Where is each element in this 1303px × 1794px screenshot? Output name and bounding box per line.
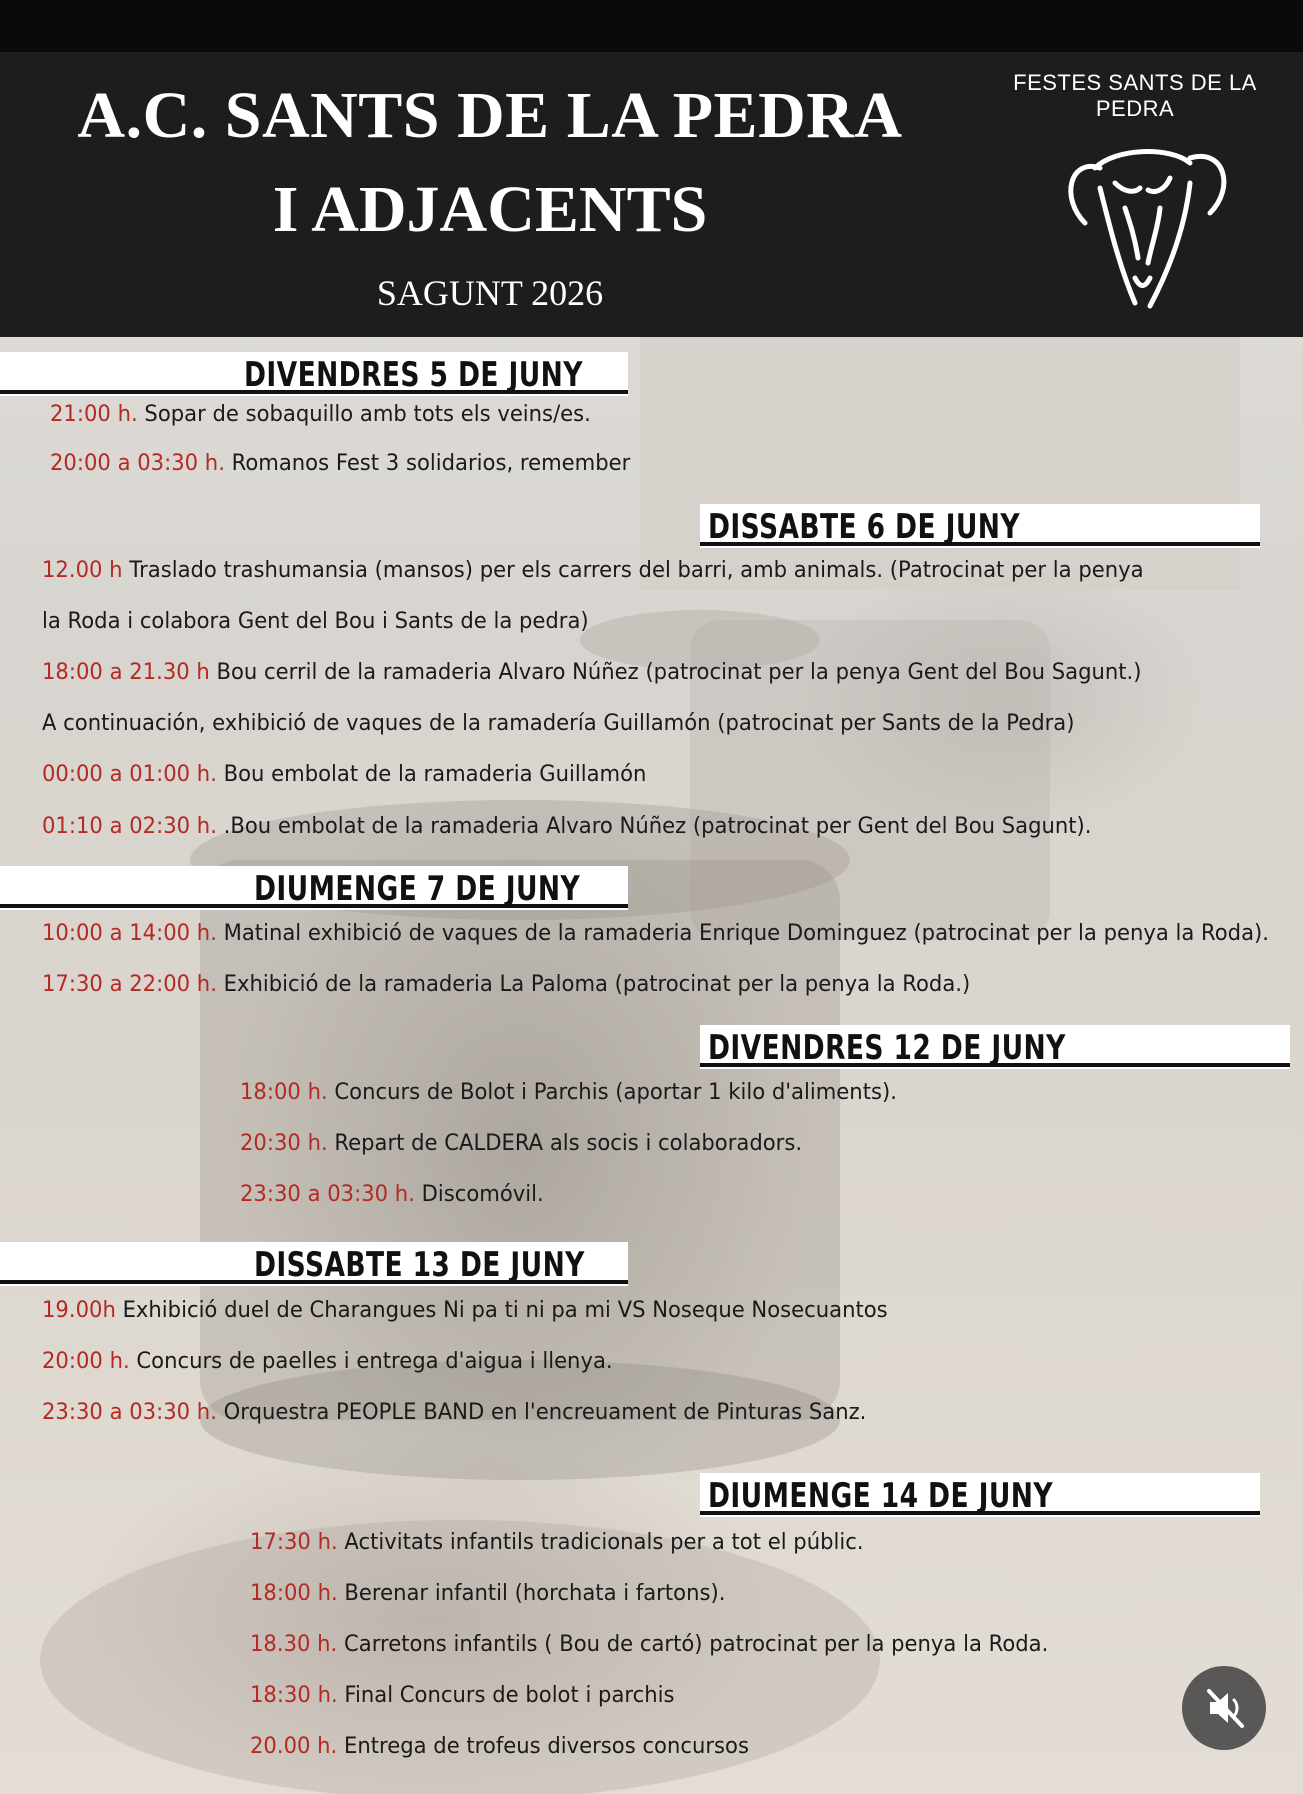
- event-description: Berenar infantil (horchata i fartons).: [344, 1581, 726, 1606]
- event-row: [42, 972, 970, 997]
- day-header: [700, 1473, 1260, 1517]
- event-row: [42, 1400, 866, 1425]
- event-description: Discomóvil.: [421, 1182, 544, 1207]
- event-row: [42, 762, 646, 787]
- logo-text: [985, 70, 1285, 122]
- day-header: [0, 1242, 628, 1286]
- event-description: Final Concurs de bolot i parchis: [344, 1683, 675, 1708]
- day-header: [700, 1025, 1290, 1069]
- event-time: 21:00 h.: [50, 402, 138, 427]
- bull-head-icon: [1040, 128, 1240, 318]
- event-row: [250, 1683, 675, 1708]
- event-time: 01:10 a 02:30 h.: [42, 814, 217, 839]
- day-header-label: DIVENDRES 12 DE JUNY: [708, 1028, 1066, 1068]
- event-row: [42, 609, 589, 634]
- day-header-label: DIUMENGE 14 DE JUNY: [708, 1476, 1053, 1516]
- event-row: [42, 921, 1269, 946]
- event-time: 20.00 h.: [250, 1734, 338, 1759]
- event-time: 17:30 a 22:00 h.: [42, 972, 217, 997]
- event-time: 18:30 h.: [250, 1683, 338, 1708]
- event-row: [250, 1530, 864, 1555]
- day-header-label: DISSABTE 13 DE JUNY: [254, 1245, 585, 1285]
- event-row: [42, 1349, 613, 1374]
- event-description: Romanos Fest 3 solidarios, remember: [231, 451, 631, 476]
- event-row: [240, 1131, 802, 1156]
- event-description: Concurs de Bolot i Parchis (aportar 1 kilo d'aliments).: [334, 1080, 897, 1105]
- day-header-label: DIVENDRES 5 DE JUNY: [244, 355, 583, 395]
- event-description: Exhibició de la ramaderia La Paloma (patrocinat per la penya la Roda.): [223, 972, 971, 997]
- day-header-label: DISSABTE 6 DE JUNY: [708, 507, 1020, 547]
- poster-title-line1: A.C. SANTS DE LA PEDRA: [77, 79, 903, 152]
- event-description: Entrega de trofeus diversos concursos: [344, 1734, 749, 1759]
- event-row: [240, 1080, 897, 1105]
- event-time: 18:00 h.: [250, 1581, 338, 1606]
- day-header: [0, 866, 628, 910]
- poster-title-line2: I ADJACENTS: [272, 173, 708, 246]
- event-description: A continuación, exhibició de vaques de la ramadería Guillamón (patrocinat per Sants de la Pedra): [42, 711, 1075, 736]
- event-description: la Roda i colabora Gent del Bou i Sants de la pedra): [42, 609, 589, 634]
- mute-button[interactable]: [1182, 1666, 1266, 1750]
- event-description: Bou cerril de la ramaderia Alvaro Núñez (patrocinat per la penya Gent del Bou Sagunt.): [216, 660, 1142, 685]
- event-time: 18:00 h.: [240, 1080, 328, 1105]
- event-row: [42, 558, 1144, 583]
- event-row: [50, 402, 591, 427]
- event-row: [42, 1298, 888, 1323]
- event-time: 20:00 a 03:30 h.: [50, 451, 225, 476]
- muted-speaker-icon: [1182, 1666, 1266, 1750]
- event-time: 00:00 a 01:00 h.: [42, 762, 217, 787]
- event-time: 20:00 h.: [42, 1349, 130, 1374]
- day-header: [0, 352, 628, 396]
- day-header-label: DIUMENGE 7 DE JUNY: [254, 869, 581, 909]
- event-row: [42, 814, 1092, 839]
- logo-text-line1: FESTES SANTS DE LA: [1013, 70, 1257, 95]
- event-description: Concurs de paelles i entrega d'aigua i llenya.: [136, 1349, 613, 1374]
- poster-subtitle: SAGUNT 2026: [376, 273, 604, 313]
- event-time: 17:30 h.: [250, 1530, 338, 1555]
- event-row: [250, 1632, 1048, 1657]
- logo-text-line2: PEDRA: [1095, 96, 1175, 121]
- day-header: [700, 504, 1260, 548]
- event-description: Exhibició duel de Charangues Ni pa ti ni pa mi VS Noseque Nosecuantos: [122, 1298, 888, 1323]
- event-time: 23:30 a 03:30 h.: [42, 1400, 217, 1425]
- event-description: Repart de CALDERA als socis i colaboradors.: [334, 1131, 803, 1156]
- event-description: Bou embolat de la ramaderia Guillamón: [223, 762, 647, 787]
- event-time: 10:00 a 14:00 h.: [42, 921, 217, 946]
- event-description: Matinal exhibició de vaques de la ramaderia Enrique Dominguez (patrocinat per la penya la Roda).: [223, 921, 1269, 946]
- event-time: 18.30 h.: [250, 1632, 338, 1657]
- event-row: [42, 660, 1142, 685]
- event-time: 12.00 h: [42, 558, 123, 583]
- event-row: [50, 451, 630, 476]
- event-row: [250, 1581, 725, 1606]
- event-row: [42, 711, 1074, 736]
- event-description: Orquestra PEOPLE BAND en l'encreuament de Pinturas Sanz.: [223, 1400, 867, 1425]
- event-description: Traslado trashumansia (mansos) per els carrers del barri, amb animals. (Patrocinat per la penya: [129, 558, 1144, 583]
- event-time: 19.00h: [42, 1298, 116, 1323]
- event-time: 18:00 a 21.30 h: [42, 660, 210, 685]
- event-description: Carretons infantils ( Bou de cartó) patrocinat per la penya la Roda.: [344, 1632, 1049, 1657]
- top-bar: [0, 0, 1303, 52]
- event-description: Activitats infantils tradicionals per a tot el públic.: [344, 1530, 864, 1555]
- event-description: Sopar de sobaquillo amb tots els veins/es.: [144, 402, 591, 427]
- event-row: [250, 1734, 749, 1759]
- event-time: 23:30 a 03:30 h.: [240, 1182, 415, 1207]
- event-description: .Bou embolat de la ramaderia Alvaro Núñez (patrocinat per Gent del Bou Sagunt).: [223, 814, 1092, 839]
- event-time: 20:30 h.: [240, 1131, 328, 1156]
- event-row: [240, 1182, 544, 1207]
